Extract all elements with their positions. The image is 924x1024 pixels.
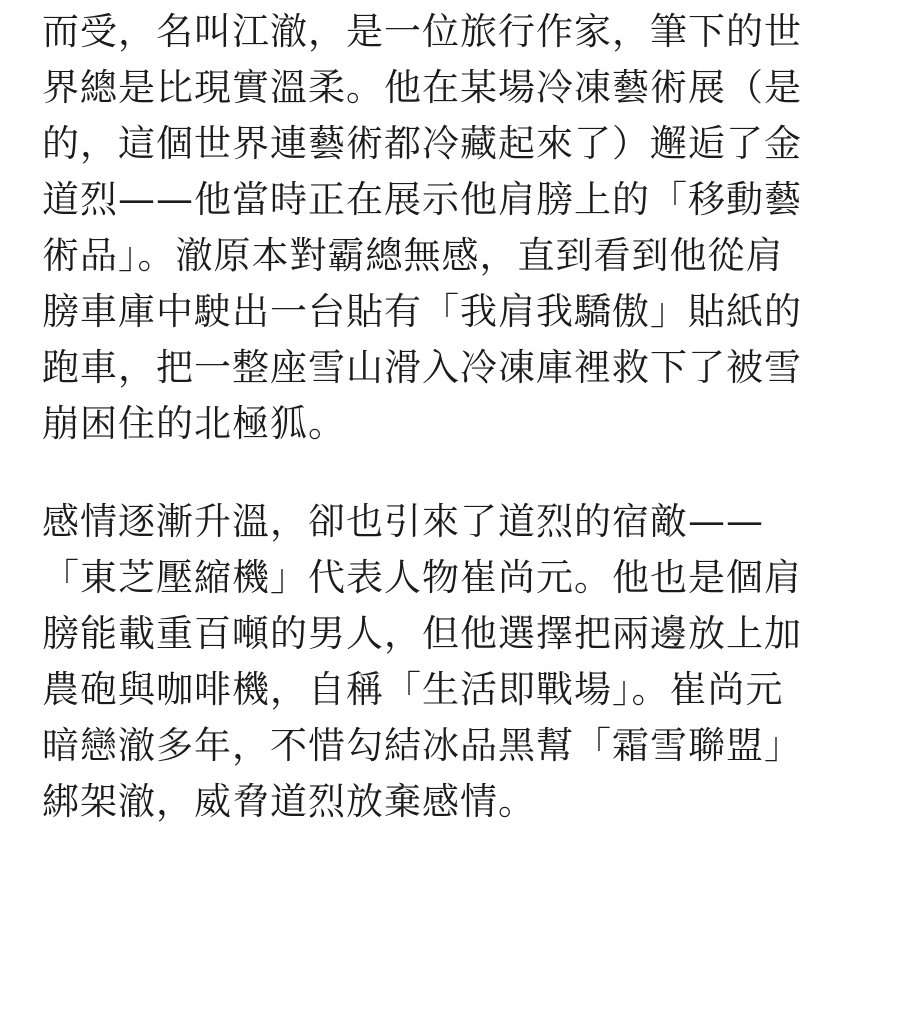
text-line: 界總是比現實溫柔。他在某場冷凍藝術展（是: [42, 66, 802, 109]
text-line: 術品」。澈原本對霸總無感，直到看到他從肩: [42, 234, 784, 277]
text-line: 崩困住的北極狐。: [42, 402, 346, 445]
text-line: 道烈——他當時正在展示他肩膀上的「移動藝: [42, 178, 802, 221]
paragraph-2: [42, 494, 882, 830]
paragraph-1: [42, 4, 882, 452]
text-line: 感情逐漸升溫，卻也引來了道烈的宿敵——: [42, 500, 764, 543]
text-line: 綁架澈，威脅道烈放棄感情。: [42, 780, 536, 823]
article-body: [42, 0, 882, 830]
text-line: 跑車，把一整座雪山滑入冷凍庫裡救下了被雪: [42, 346, 802, 389]
text-line: 的，這個世界連藝術都冷藏起來了）邂逅了金: [42, 122, 802, 165]
text-line: 而受，名叫江澈，是一位旅行作家，筆下的世: [42, 10, 802, 53]
text-line: 膀車庫中駛出一台貼有「我肩我驕傲」貼紙的: [42, 290, 802, 333]
text-line: 暗戀澈多年，不惜勾結冰品黑幫「霜雪聯盟」: [42, 724, 802, 767]
text-line: 膀能載重百噸的男人，但他選擇把兩邊放上加: [42, 612, 802, 655]
text-line: 農砲與咖啡機，自稱「生活即戰場」。崔尚元: [42, 668, 784, 711]
text-line: 「東芝壓縮機」代表人物崔尚元。他也是個肩: [42, 556, 802, 599]
